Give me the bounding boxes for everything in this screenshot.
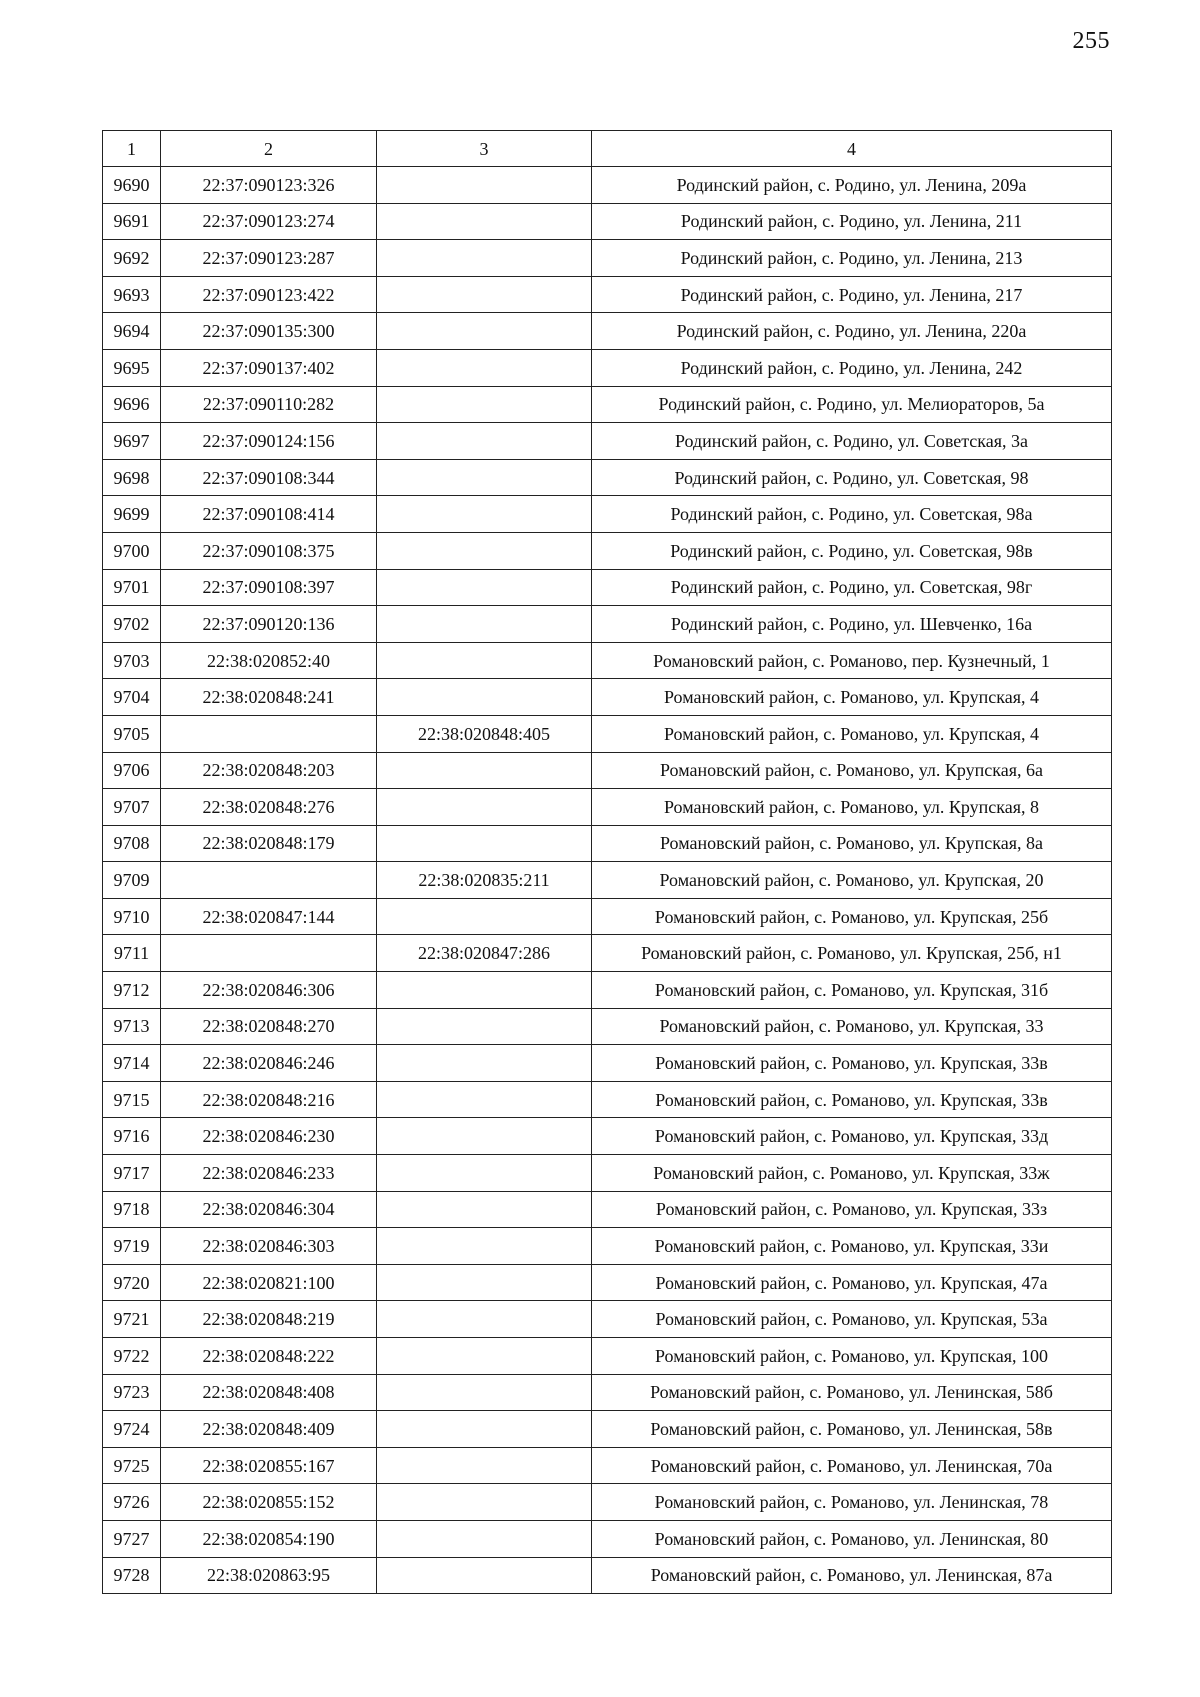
cadastral-number-cell: 22:38:020854:190 [161, 1520, 377, 1557]
row-number-cell: 9701 [103, 569, 161, 606]
row-number-cell: 9693 [103, 276, 161, 313]
row-number-cell: 9690 [103, 167, 161, 204]
table-row [103, 825, 1112, 862]
cadastral-number-cell: 22:37:090108:344 [161, 459, 377, 496]
cadastral-number-cell: 22:38:020863:95 [161, 1557, 377, 1594]
table-row [103, 459, 1112, 496]
row-number-cell: 9725 [103, 1447, 161, 1484]
cadastral-number-cell: 22:38:020855:152 [161, 1484, 377, 1521]
building-cadastral-number-cell [377, 1411, 592, 1448]
table-row [103, 1374, 1112, 1411]
table-row [103, 972, 1112, 1009]
building-cadastral-number-cell [377, 496, 592, 533]
row-number-cell: 9718 [103, 1191, 161, 1228]
address-cell: Романовский район, с. Романово, ул. Крупская, 8а [592, 825, 1112, 862]
cadastral-number-cell [161, 862, 377, 899]
cadastral-number-cell: 22:37:090123:274 [161, 203, 377, 240]
address-cell: Романовский район, с. Романово, ул. Крупская, 53а [592, 1301, 1112, 1338]
building-cadastral-number-cell [377, 825, 592, 862]
address-cell: Родинский район, с. Родино, ул. Советская, 3а [592, 423, 1112, 460]
table-row [103, 715, 1112, 752]
row-number-cell: 9705 [103, 715, 161, 752]
row-number-cell: 9710 [103, 898, 161, 935]
cadastral-number-cell: 22:38:020848:409 [161, 1411, 377, 1448]
table-row [103, 276, 1112, 313]
table-row [103, 1301, 1112, 1338]
address-cell: Романовский район, с. Романово, ул. Крупская, 25б, н1 [592, 935, 1112, 972]
address-cell: Романовский район, с. Романово, ул. Ленинская, 58б [592, 1374, 1112, 1411]
cadastral-number-cell: 22:38:020848:219 [161, 1301, 377, 1338]
cadastral-number-cell: 22:37:090108:414 [161, 496, 377, 533]
table-row [103, 642, 1112, 679]
building-cadastral-number-cell [377, 972, 592, 1009]
cadastral-number-cell: 22:37:090108:397 [161, 569, 377, 606]
building-cadastral-number-cell [377, 606, 592, 643]
table-row [103, 789, 1112, 826]
building-cadastral-number-cell [377, 1557, 592, 1594]
row-number-cell: 9727 [103, 1520, 161, 1557]
cadastral-number-cell: 22:38:020855:167 [161, 1447, 377, 1484]
table-row [103, 1557, 1112, 1594]
address-cell: Родинский район, с. Родино, ул. Мелиораторов, 5а [592, 386, 1112, 423]
address-cell: Родинский район, с. Родино, ул. Советская, 98 [592, 459, 1112, 496]
building-cadastral-number-cell [377, 459, 592, 496]
table-row [103, 1411, 1112, 1448]
address-cell: Романовский район, с. Романово, ул. Ленинская, 70а [592, 1447, 1112, 1484]
building-cadastral-number-cell [377, 167, 592, 204]
cadastral-number-cell: 22:37:090124:156 [161, 423, 377, 460]
header-col-2: 2 [161, 131, 377, 167]
address-cell: Романовский район, с. Романово, ул. Крупская, 33 [592, 1008, 1112, 1045]
building-cadastral-number-cell [377, 1520, 592, 1557]
address-cell: Родинский район, с. Родино, ул. Ленина, 211 [592, 203, 1112, 240]
address-cell: Романовский район, с. Романово, ул. Ленинская, 80 [592, 1520, 1112, 1557]
building-cadastral-number-cell [377, 1045, 592, 1082]
cadastral-number-cell: 22:38:020848:179 [161, 825, 377, 862]
address-cell: Романовский район, с. Романово, ул. Крупская, 4 [592, 679, 1112, 716]
building-cadastral-number-cell [377, 1008, 592, 1045]
table-row [103, 752, 1112, 789]
building-cadastral-number-cell [377, 1301, 592, 1338]
address-cell: Романовский район, с. Романово, ул. Ленинская, 87а [592, 1557, 1112, 1594]
table-row [103, 1520, 1112, 1557]
cadastral-number-cell: 22:38:020846:304 [161, 1191, 377, 1228]
address-cell: Романовский район, с. Романово, ул. Крупская, 47а [592, 1264, 1112, 1301]
cadastral-number-cell: 22:37:090108:375 [161, 532, 377, 569]
row-number-cell: 9720 [103, 1264, 161, 1301]
cadastral-number-cell: 22:37:090137:402 [161, 349, 377, 386]
building-cadastral-number-cell [377, 276, 592, 313]
cadastral-number-cell: 22:38:020821:100 [161, 1264, 377, 1301]
table-row [103, 898, 1112, 935]
row-number-cell: 9719 [103, 1228, 161, 1265]
building-cadastral-number-cell [377, 240, 592, 277]
cadastral-number-cell: 22:38:020846:303 [161, 1228, 377, 1265]
address-cell: Родинский район, с. Родино, ул. Советская, 98г [592, 569, 1112, 606]
address-cell: Романовский район, с. Романово, ул. Крупская, 33в [592, 1081, 1112, 1118]
row-number-cell: 9726 [103, 1484, 161, 1521]
cadastral-number-cell: 22:38:020848:241 [161, 679, 377, 716]
address-cell: Романовский район, с. Романово, ул. Крупская, 8 [592, 789, 1112, 826]
row-number-cell: 9723 [103, 1374, 161, 1411]
table-row [103, 1338, 1112, 1375]
cadastral-number-cell: 22:38:020848:408 [161, 1374, 377, 1411]
table-row [103, 569, 1112, 606]
table-row [103, 1264, 1112, 1301]
table-row [103, 423, 1112, 460]
address-cell: Романовский район, с. Романово, ул. Крупская, 100 [592, 1338, 1112, 1375]
address-cell: Романовский район, с. Романово, ул. Ленинская, 78 [592, 1484, 1112, 1521]
building-cadastral-number-cell: 22:38:020848:405 [377, 715, 592, 752]
row-number-cell: 9724 [103, 1411, 161, 1448]
row-number-cell: 9713 [103, 1008, 161, 1045]
building-cadastral-number-cell [377, 1191, 592, 1228]
table-header [103, 131, 1112, 167]
building-cadastral-number-cell [377, 532, 592, 569]
row-number-cell: 9691 [103, 203, 161, 240]
address-cell: Родинский район, с. Родино, ул. Ленина, 220а [592, 313, 1112, 350]
table-row [103, 1155, 1112, 1192]
registry-table [102, 130, 1112, 1594]
building-cadastral-number-cell [377, 898, 592, 935]
building-cadastral-number-cell [377, 1264, 592, 1301]
building-cadastral-number-cell [377, 1374, 592, 1411]
header-row [103, 131, 1112, 167]
row-number-cell: 9717 [103, 1155, 161, 1192]
cadastral-number-cell: 22:38:020848:276 [161, 789, 377, 826]
row-number-cell: 9714 [103, 1045, 161, 1082]
cadastral-number-cell: 22:38:020848:203 [161, 752, 377, 789]
row-number-cell: 9699 [103, 496, 161, 533]
row-number-cell: 9702 [103, 606, 161, 643]
row-number-cell: 9722 [103, 1338, 161, 1375]
cadastral-number-cell: 22:38:020846:306 [161, 972, 377, 1009]
building-cadastral-number-cell [377, 313, 592, 350]
row-number-cell: 9698 [103, 459, 161, 496]
table-row [103, 349, 1112, 386]
cadastral-number-cell: 22:37:090123:326 [161, 167, 377, 204]
table-row [103, 1118, 1112, 1155]
row-number-cell: 9707 [103, 789, 161, 826]
table-row [103, 203, 1112, 240]
table-row [103, 1081, 1112, 1118]
row-number-cell: 9696 [103, 386, 161, 423]
cadastral-number-cell: 22:37:090135:300 [161, 313, 377, 350]
building-cadastral-number-cell [377, 789, 592, 826]
building-cadastral-number-cell [377, 423, 592, 460]
cadastral-number-cell [161, 715, 377, 752]
address-cell: Родинский район, с. Родино, ул. Ленина, 242 [592, 349, 1112, 386]
row-number-cell: 9706 [103, 752, 161, 789]
table-row [103, 1045, 1112, 1082]
address-cell: Романовский район, с. Романово, пер. Кузнечный, 1 [592, 642, 1112, 679]
address-cell: Романовский район, с. Романово, ул. Крупская, 4 [592, 715, 1112, 752]
row-number-cell: 9708 [103, 825, 161, 862]
cadastral-number-cell: 22:38:020846:246 [161, 1045, 377, 1082]
row-number-cell: 9697 [103, 423, 161, 460]
cadastral-number-cell: 22:38:020852:40 [161, 642, 377, 679]
address-cell: Романовский район, с. Романово, ул. Крупская, 20 [592, 862, 1112, 899]
table-row [103, 386, 1112, 423]
table-body [103, 167, 1112, 1594]
address-cell: Романовский район, с. Романово, ул. Крупская, 33з [592, 1191, 1112, 1228]
building-cadastral-number-cell [377, 642, 592, 679]
row-number-cell: 9695 [103, 349, 161, 386]
cadastral-number-cell: 22:37:090110:282 [161, 386, 377, 423]
table-row [103, 532, 1112, 569]
table-row [103, 1191, 1112, 1228]
cadastral-number-cell: 22:37:090123:422 [161, 276, 377, 313]
address-cell: Романовский район, с. Романово, ул. Крупская, 25б [592, 898, 1112, 935]
row-number-cell: 9692 [103, 240, 161, 277]
building-cadastral-number-cell [377, 1081, 592, 1118]
building-cadastral-number-cell: 22:38:020835:211 [377, 862, 592, 899]
header-col-3: 3 [377, 131, 592, 167]
address-cell: Романовский район, с. Романово, ул. Крупская, 33д [592, 1118, 1112, 1155]
cadastral-number-cell: 22:38:020848:270 [161, 1008, 377, 1045]
building-cadastral-number-cell [377, 1447, 592, 1484]
table-row [103, 1228, 1112, 1265]
building-cadastral-number-cell [377, 1338, 592, 1375]
table-row [103, 496, 1112, 533]
table-row [103, 1484, 1112, 1521]
table-row [103, 1008, 1112, 1045]
row-number-cell: 9703 [103, 642, 161, 679]
address-cell: Родинский район, с. Родино, ул. Ленина, 209а [592, 167, 1112, 204]
table-row [103, 1447, 1112, 1484]
building-cadastral-number-cell [377, 1228, 592, 1265]
cadastral-number-cell [161, 935, 377, 972]
row-number-cell: 9715 [103, 1081, 161, 1118]
building-cadastral-number-cell [377, 569, 592, 606]
cadastral-number-cell: 22:38:020846:233 [161, 1155, 377, 1192]
address-cell: Родинский район, с. Родино, ул. Советская, 98в [592, 532, 1112, 569]
building-cadastral-number-cell [377, 1155, 592, 1192]
address-cell: Романовский район, с. Романово, ул. Крупская, 33и [592, 1228, 1112, 1265]
row-number-cell: 9694 [103, 313, 161, 350]
row-number-cell: 9728 [103, 1557, 161, 1594]
cadastral-number-cell: 22:38:020848:216 [161, 1081, 377, 1118]
address-cell: Родинский район, с. Родино, ул. Шевченко, 16а [592, 606, 1112, 643]
row-number-cell: 9712 [103, 972, 161, 1009]
building-cadastral-number-cell [377, 1484, 592, 1521]
table-row [103, 167, 1112, 204]
address-cell: Романовский район, с. Романово, ул. Ленинская, 58в [592, 1411, 1112, 1448]
cadastral-number-cell: 22:38:020846:230 [161, 1118, 377, 1155]
row-number-cell: 9704 [103, 679, 161, 716]
cadastral-number-cell: 22:38:020848:222 [161, 1338, 377, 1375]
row-number-cell: 9711 [103, 935, 161, 972]
table-row [103, 862, 1112, 899]
building-cadastral-number-cell [377, 1118, 592, 1155]
address-cell: Родинский район, с. Родино, ул. Советская, 98а [592, 496, 1112, 533]
building-cadastral-number-cell [377, 349, 592, 386]
table-row [103, 606, 1112, 643]
address-cell: Родинский район, с. Родино, ул. Ленина, 213 [592, 240, 1112, 277]
address-cell: Романовский район, с. Романово, ул. Крупская, 6а [592, 752, 1112, 789]
table-row [103, 935, 1112, 972]
address-cell: Романовский район, с. Романово, ул. Крупская, 33ж [592, 1155, 1112, 1192]
row-number-cell: 9700 [103, 532, 161, 569]
building-cadastral-number-cell [377, 203, 592, 240]
cadastral-number-cell: 22:38:020847:144 [161, 898, 377, 935]
building-cadastral-number-cell: 22:38:020847:286 [377, 935, 592, 972]
cadastral-number-cell: 22:37:090123:287 [161, 240, 377, 277]
table-row [103, 240, 1112, 277]
building-cadastral-number-cell [377, 752, 592, 789]
table-row [103, 679, 1112, 716]
cadastral-number-cell: 22:37:090120:136 [161, 606, 377, 643]
header-col-1: 1 [103, 131, 161, 167]
address-cell: Романовский район, с. Романово, ул. Крупская, 31б [592, 972, 1112, 1009]
table-row [103, 313, 1112, 350]
header-col-4: 4 [592, 131, 1112, 167]
page-number: 255 [1072, 28, 1110, 54]
address-cell: Романовский район, с. Романово, ул. Крупская, 33в [592, 1045, 1112, 1082]
address-cell: Родинский район, с. Родино, ул. Ленина, 217 [592, 276, 1112, 313]
row-number-cell: 9716 [103, 1118, 161, 1155]
building-cadastral-number-cell [377, 679, 592, 716]
building-cadastral-number-cell [377, 386, 592, 423]
row-number-cell: 9709 [103, 862, 161, 899]
row-number-cell: 9721 [103, 1301, 161, 1338]
